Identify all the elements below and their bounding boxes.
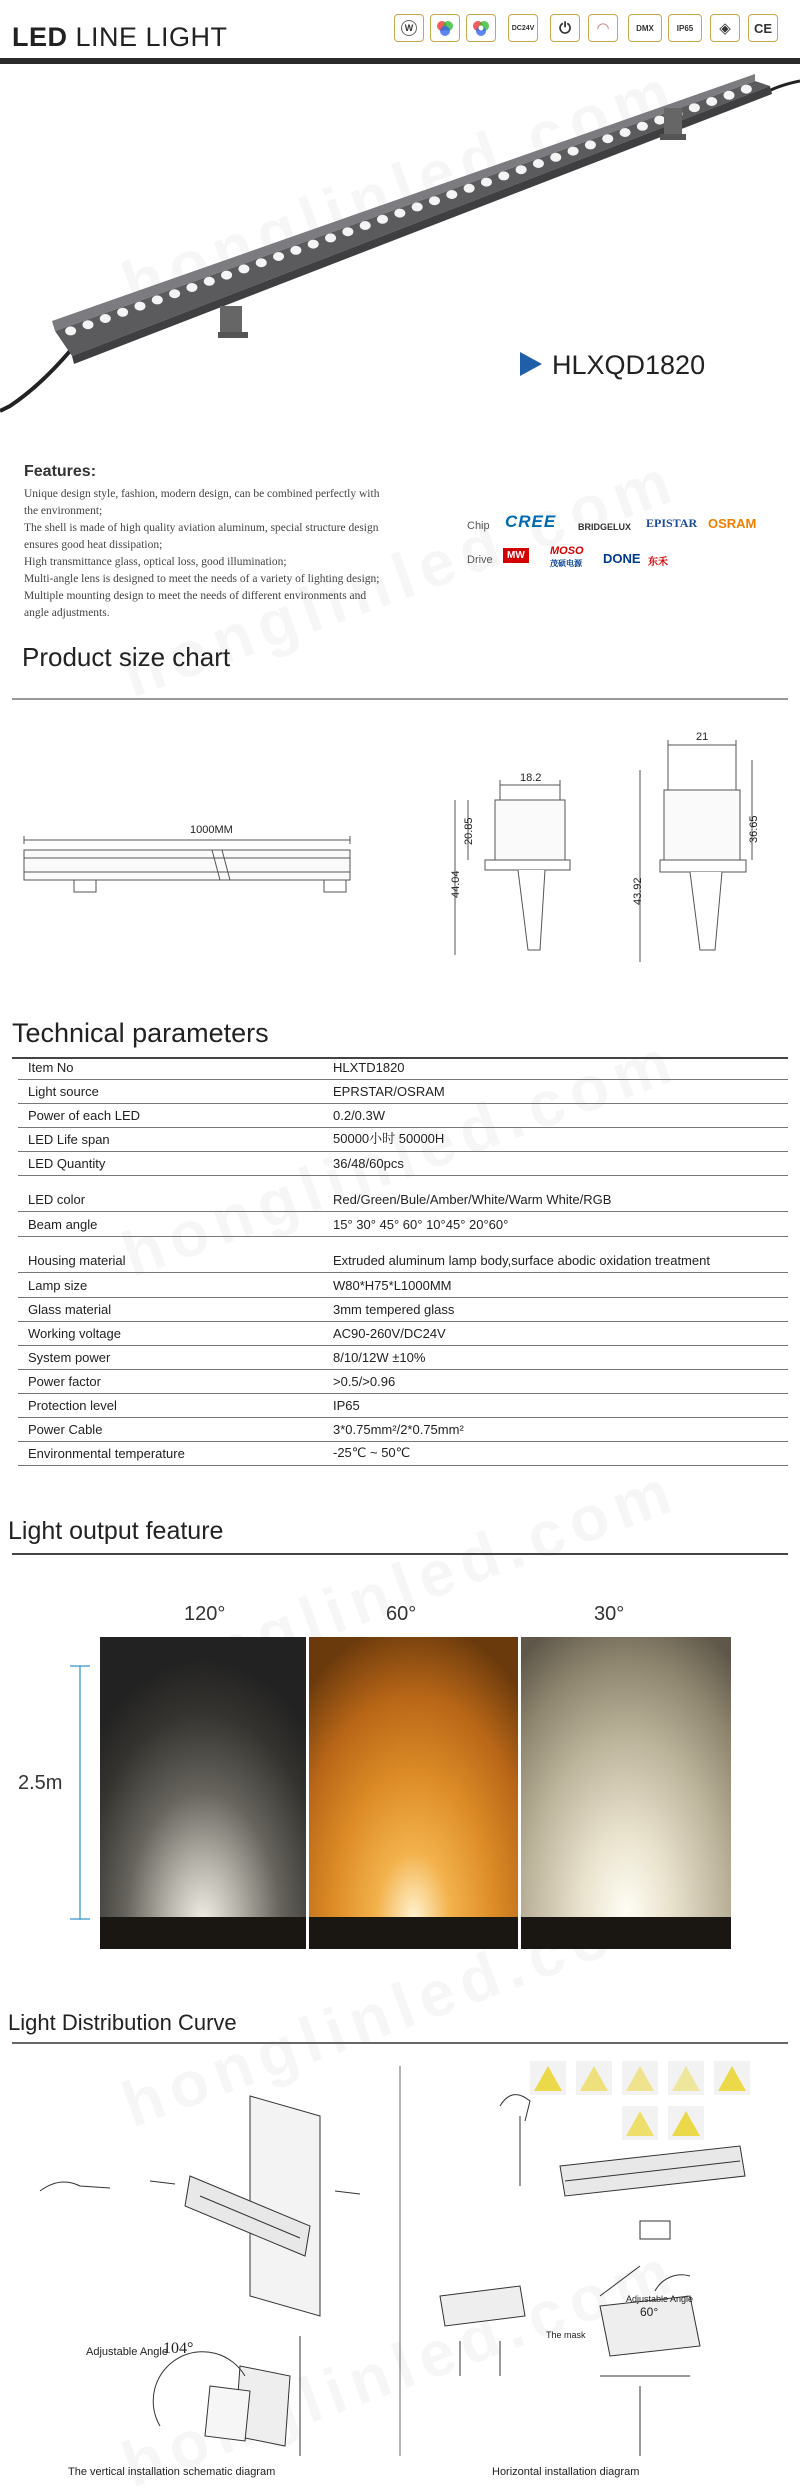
- light-output-rule: [12, 1553, 788, 1555]
- led-dot: [204, 277, 215, 286]
- tech-row-key: System power: [28, 1350, 111, 1365]
- tech-row: [18, 1327, 788, 1346]
- adjustable-angle-label-2: Adjustable Angle: [626, 2294, 694, 2304]
- light-output-title: Light output feature: [8, 1517, 224, 1545]
- drive-label: Drive: [467, 554, 493, 566]
- tech-row: [18, 1085, 788, 1104]
- white-color-icon: W: [394, 14, 424, 42]
- model-number: HLXQD1820: [552, 350, 706, 380]
- features-title: Features:: [24, 463, 97, 480]
- tech-rule: [12, 1057, 788, 1059]
- tech-row: [18, 1399, 788, 1418]
- vertical-installation-caption: The vertical installation schematic diagram: [68, 2466, 276, 2478]
- led-dot: [412, 202, 423, 211]
- tech-row-value: 8/10/12W ±10%: [333, 1350, 426, 1365]
- led-dot: [516, 165, 527, 174]
- done-logo: DONE: [603, 551, 641, 566]
- led-dot: [360, 221, 371, 230]
- led-dot: [498, 171, 509, 180]
- height-dimension-2a: 36.65: [748, 815, 760, 843]
- led-dot: [100, 314, 111, 323]
- tech-row-key: LED color: [28, 1192, 86, 1207]
- tech-row-value: 15° 30° 45° 60° 10°45° 20°60°: [333, 1217, 509, 1232]
- adjustable-angle-value-2: 60°: [640, 2305, 659, 2319]
- moso-cn-text: 茂硕电源: [550, 559, 582, 568]
- led-dot: [654, 116, 665, 125]
- tech-row: [18, 1423, 788, 1442]
- led-dot: [186, 283, 197, 292]
- size-chart-title: Product size chart: [22, 642, 231, 672]
- horizontal-installation-caption: Horizontal installation diagram: [492, 2466, 640, 2478]
- tech-row-key: LED Life span: [28, 1132, 110, 1147]
- led-dot: [82, 320, 93, 329]
- led-dot: [706, 97, 717, 106]
- height-dimension-2b: 43.92: [632, 877, 644, 905]
- tech-row-value: -25℃ ~ 50℃: [333, 1445, 411, 1460]
- tech-row: [18, 1303, 788, 1322]
- tech-row-key: Housing material: [28, 1253, 126, 1268]
- tech-row-value: 3*0.75mm²/2*0.75mm²: [333, 1422, 464, 1437]
- tech-row-key: Power Cable: [28, 1422, 103, 1437]
- tech-row: [18, 1109, 788, 1128]
- tech-row-key: Light source: [28, 1084, 99, 1099]
- angle-label: 60°: [386, 1603, 417, 1625]
- tech-row: [18, 1217, 788, 1237]
- beam-30-photo: [521, 1637, 731, 1949]
- dimension-drawing: [0, 700, 800, 1000]
- angle-label: 30°: [594, 1603, 625, 1625]
- tech-row-value: Extruded aluminum lamp body,surface abodic oxidation treatment: [333, 1253, 710, 1268]
- tech-row-key: Item No: [28, 1060, 74, 1075]
- angle-label: 120°: [184, 1603, 226, 1625]
- bridgelux-logo: BRIDGELUX: [578, 522, 632, 532]
- beam-angle-icon: ◠: [588, 14, 618, 42]
- tech-row-value: AC90-260V/DC24V: [333, 1326, 446, 1341]
- tech-row-key: Lamp size: [28, 1278, 88, 1293]
- led-dot: [117, 308, 128, 317]
- dc24v-icon: DC24V: [508, 14, 538, 42]
- ip65-icon: IP65: [668, 14, 702, 42]
- feature-line: angle adjustments.: [24, 607, 110, 619]
- distribution-rule: [12, 2042, 788, 2044]
- aluminum-icon: ◈: [710, 14, 740, 42]
- led-dot: [533, 159, 544, 168]
- feature-line: The shell is made of high quality aviation aluminum, special structure design: [24, 522, 379, 534]
- tech-row-key: Power of each LED: [28, 1108, 141, 1123]
- led-dot: [620, 128, 631, 137]
- beam-120-photo: [100, 1637, 306, 1949]
- feature-line: the environment;: [24, 505, 103, 517]
- chip-label: Chip: [467, 520, 490, 532]
- tech-row: [18, 1447, 788, 1466]
- mask-label: The mask: [546, 2330, 586, 2340]
- width-dimension-2: 21: [696, 731, 709, 743]
- led-dot: [152, 295, 163, 304]
- ce-icon: CE: [748, 14, 778, 42]
- header-rule: [0, 58, 800, 64]
- length-dimension: 1000MM: [190, 824, 233, 836]
- led-dot: [689, 103, 700, 112]
- feature-line: Multiple mounting design to meet the needs of different environments and: [24, 590, 367, 602]
- distribution-title: Light Distribution Curve: [8, 2010, 237, 2035]
- led-dot: [637, 122, 648, 131]
- led-dot: [446, 190, 457, 199]
- led-dot: [429, 196, 440, 205]
- led-dot: [169, 289, 180, 298]
- led-dot: [342, 227, 353, 236]
- model-marker-icon: [520, 352, 542, 376]
- beam-60-photo: [309, 1637, 518, 1949]
- epistar-logo: EPISTAR: [646, 516, 698, 530]
- tech-row-key: Working voltage: [28, 1326, 121, 1341]
- tech-title: Technical parameters: [12, 1018, 269, 1048]
- tech-row: [18, 1061, 788, 1080]
- rgbw-color-icon: [466, 14, 496, 42]
- led-dot: [308, 240, 319, 249]
- tech-row-key: Beam angle: [28, 1217, 98, 1232]
- tech-row-value: >0.5/>0.96: [333, 1374, 396, 1389]
- tech-row-key: Power factor: [28, 1374, 101, 1389]
- led-dot: [238, 264, 249, 273]
- led-dot: [221, 271, 232, 280]
- height-indicator: [70, 1665, 90, 1925]
- led-dot: [585, 140, 596, 149]
- led-dot: [256, 258, 267, 267]
- height-label: 2.5m: [18, 1772, 63, 1794]
- feature-line: High transmittance glass, optical loss, good illumination;: [24, 556, 287, 568]
- tech-row-key: LED Quantity: [28, 1156, 106, 1171]
- led-dot: [464, 184, 475, 193]
- done-cn-text: 东禾: [648, 557, 668, 568]
- tech-row-value: Red/Green/Bule/Amber/White/Warm White/RGB: [333, 1192, 612, 1207]
- page-brand-title: LED LINE LIGHT: [12, 22, 228, 52]
- led-dot: [481, 178, 492, 187]
- installation-diagrams: [0, 2046, 800, 2466]
- rgb-color-icon: [430, 14, 460, 42]
- led-dot: [602, 134, 613, 143]
- tech-row-key: Protection level: [28, 1398, 117, 1413]
- meanwell-logo: MW: [503, 548, 529, 563]
- feature-line: Multi-angle lens is designed to meet the needs of a variety of lighting design;: [24, 573, 380, 585]
- tech-row-value: EPRSTAR/OSRAM: [333, 1084, 445, 1099]
- feature-line: ensures good heat dissipation;: [24, 539, 163, 551]
- tech-row: [18, 1181, 788, 1212]
- moso-logo: MOSO: [550, 545, 584, 557]
- led-dot: [724, 91, 735, 100]
- tech-row: [18, 1375, 788, 1394]
- tech-row-value: W80*H75*L1000MM: [333, 1278, 452, 1293]
- led-dot: [325, 233, 336, 242]
- tech-row: [18, 1351, 788, 1370]
- led-dot: [65, 326, 76, 335]
- osram-logo: OSRAM: [708, 516, 757, 531]
- feature-line: Unique design style, fashion, modern design, can be combined perfectly with: [24, 488, 380, 500]
- tech-row: [18, 1242, 788, 1273]
- power-icon: ⏻: [550, 14, 580, 42]
- led-dot: [377, 215, 388, 224]
- led-dot: [290, 246, 301, 255]
- tech-row-value: 3mm tempered glass: [333, 1302, 455, 1317]
- height-dimension-1b: 44.04: [450, 870, 462, 898]
- tech-row-value: 50000小时 50000H: [333, 1131, 445, 1146]
- tech-row-value: IP65: [333, 1398, 360, 1413]
- led-dot: [273, 252, 284, 261]
- tech-row-key: Environmental temperature: [28, 1446, 185, 1461]
- tech-row: [18, 1133, 788, 1152]
- tech-row-value: 36/48/60pcs: [333, 1156, 404, 1171]
- tech-row-key: Glass material: [28, 1302, 112, 1317]
- dmx-icon: DMX: [628, 14, 662, 42]
- led-dot: [568, 147, 579, 156]
- led-dot: [741, 85, 752, 94]
- cree-logo: CREE: [505, 512, 557, 531]
- tech-row: [18, 1278, 788, 1298]
- tech-row-value: HLXTD1820: [333, 1060, 405, 1075]
- height-dimension-1a: 20.85: [463, 817, 475, 845]
- adjustable-angle-value: 104°: [163, 2340, 194, 2357]
- tech-row: [18, 1157, 788, 1176]
- adjustable-angle-label: Adjustable Angle: [86, 2346, 168, 2358]
- led-dot: [550, 153, 561, 162]
- led-dot: [394, 209, 405, 218]
- width-dimension-1: 18.2: [520, 772, 542, 784]
- led-dot: [134, 302, 145, 311]
- tech-row-value: 0.2/0.3W: [333, 1108, 386, 1123]
